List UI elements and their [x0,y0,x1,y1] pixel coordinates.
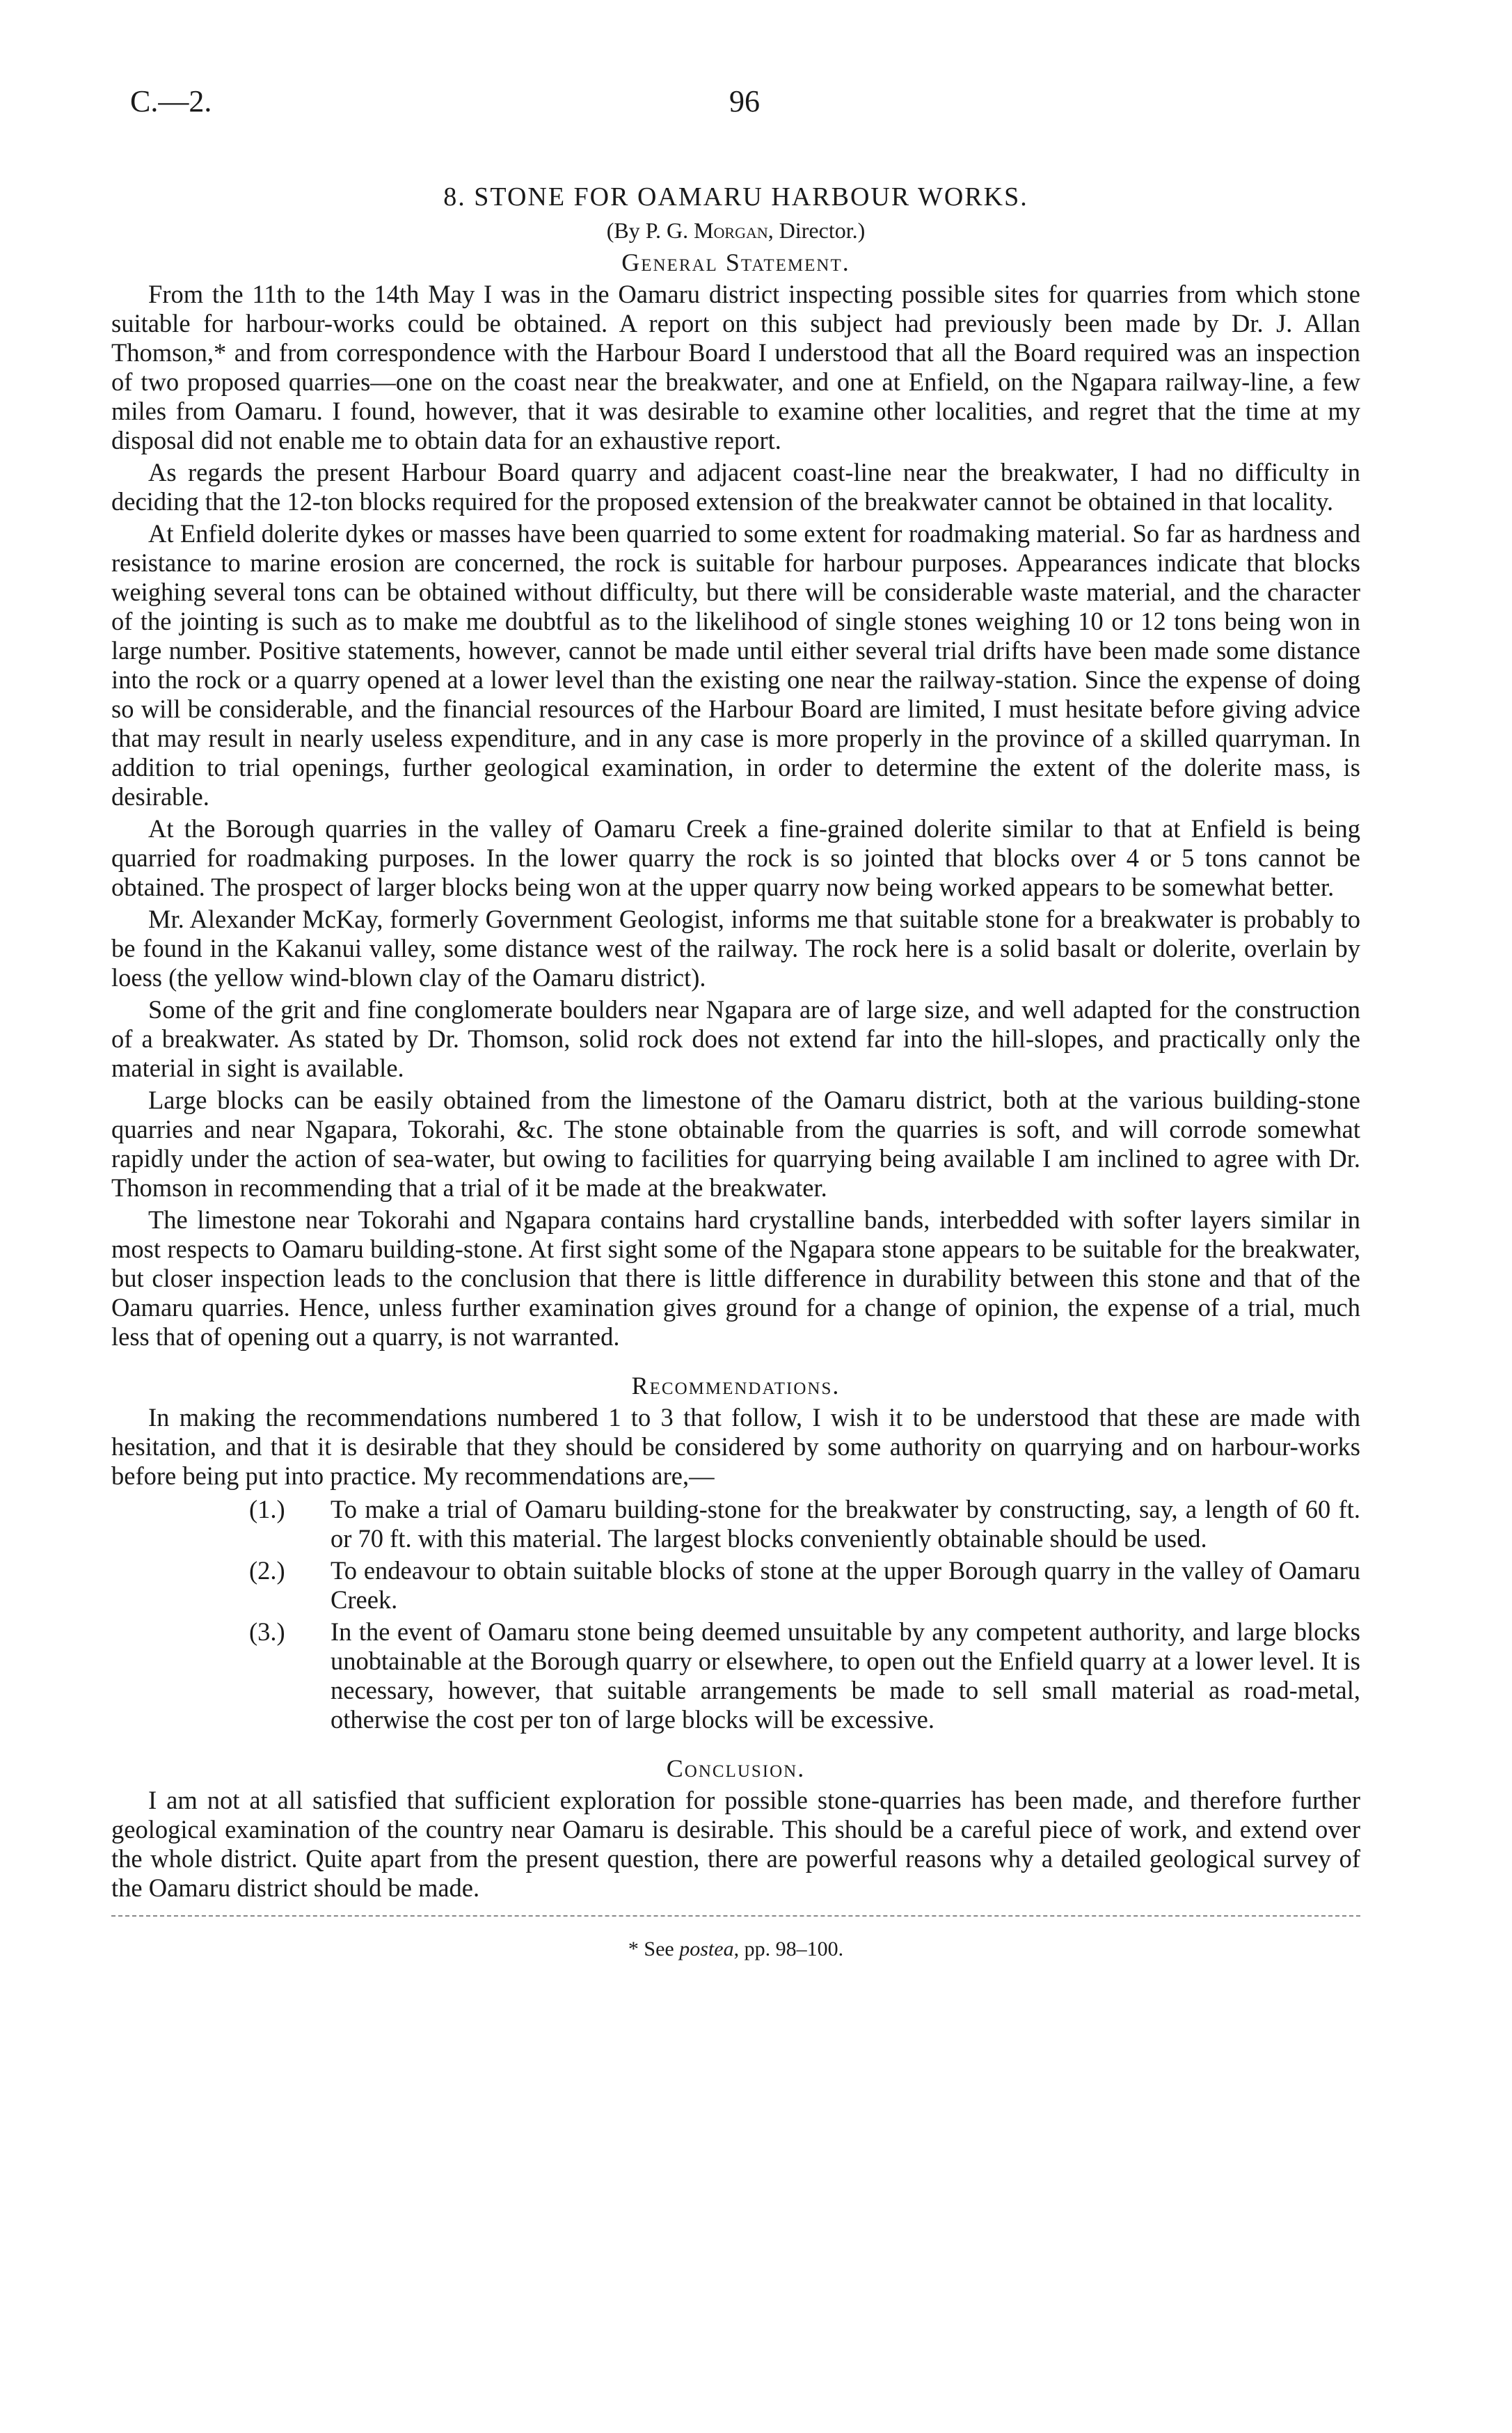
footnote-prefix: * See [628,1937,680,1960]
conclusion-paragraph: I am not at all satisfied that sufficient exploration for possible stone-quarries has been made, and therefore further geological examination of the country near Oamaru is desirable. This should be a careful piece of work, and extend over the whole district. Quite apart from the present question, there are powerful reasons why a detailed geological survey of the Oamaru district should be made. [111,1786,1360,1902]
byline-name: P. G. Morgan, [645,218,774,243]
paragraph: Large blocks can be easily obtained from the limestone of the Oamaru district, both at the various building-stone quarries and near Ngapara, Tokorahi, &c. The stone obtainable from the quarries is soft, and will corrode somewhat rapidly under the action of sea-water, but owing to facilities for quarrying being available I am inclined to agree with Dr. Thomson in recommending that a trial of it be made at the breakwater. [111,1086,1360,1202]
recommendation-item [111,1556,1360,1615]
paragraph: As regards the present Harbour Board quarry and adjacent coast-line near the breakwater, I had no difficulty in deciding that the 12-ton blocks required for the proposed extension of the breakwater cannot be obtained in that locality. [111,458,1360,516]
recommendation-text: In the event of Oamaru stone being deemed unsuitable by any competent authority, and large blocks unobtainable at the Borough quarry or elsewhere, to open out the Enfield quarry at a lower level. It is necessary, however, that suitable arrangements be made to sell small material as road-metal, otherwise the cost per ton of large blocks will be excessive. [331,1617,1360,1734]
recommendation-marker: (3.) [249,1617,285,1646]
byline [111,216,1360,245]
recommendation-marker: (1.) [249,1495,285,1523]
recommendations-intro: In making the recommendations numbered 1 to 3 that follow, I wish it to be understood that these are made with hesitation, and that it is desirable that they should be considered by some authority on quarrying and on harbour-works before being put into practice. My recommendations are,— [111,1403,1360,1490]
recommendation-marker: (2.) [249,1556,285,1585]
general-statement-heading: General Statement. [621,248,850,276]
paragraph: Some of the grit and fine conglomerate boulders near Ngapara are of large size, and well adapted for the construction of a breakwater. As stated by Dr. Thomson, solid rock does not extend far into the hill-slopes, and practically only the material in sight is available. [111,995,1360,1082]
recommendation-text: To make a trial of Oamaru building-stone for the breakwater by constructing, say, a length of 60 ft. or 70 ft. with this material. The largest blocks conveniently obtainable should be used. [331,1495,1360,1553]
conclusion-heading: Conclusion. [666,1754,806,1782]
article-body [111,182,1360,1964]
report-code: C.—2. [130,84,212,118]
article-title: 8. STONE FOR OAMARU HARBOUR WORKS. [443,182,1028,212]
footnote-suffix: , pp. 98–100. [733,1937,844,1960]
recommendation-item [111,1495,1360,1553]
byline-suffix: Director.) [773,218,866,243]
recommendation-text: To endeavour to obtain suitable blocks of stone at the upper Borough quarry in the valley of Oamaru Creek. [331,1556,1360,1614]
paragraph: At Enfield dolerite dykes or masses have been quarried to some extent for roadmaking material. So far as hardness and resistance to marine erosion are concerned, the rock is suitable for harbour purposes. Appearances indicate that blocks weighing several tons can be obtained without difficulty, but there will be considerable waste material, and the character of the jointing is such as to make me doubtful as to the likelihood of single stones weighing 10 or 12 tons being won in large number. Positive statements, however, cannot be made until either several trial drifts have been made some distance into the rock or a quarry opened at a lower level than the existing one near the railway-station. Since the expense of doing so will be considerable, and the financial resources of the Harbour Board are limited, I must hesitate before giving advice that may result in nearly useless expenditure, and in any case is more properly in the province of a skilled quarryman. In addition to trial openings, further geological examination, in order to determine the extent of the dolerite mass, is desirable. [111,519,1360,811]
paragraph: At the Borough quarries in the valley of Oamaru Creek a fine-grained dolerite similar to that at Enfield is being quarried for roadmaking purposes. In the lower quarry the rock is so jointed that blocks over 4 or 5 tons cannot be obtained. The prospect of larger blocks being won at the upper quarry now being worked appears to be somewhat better. [111,814,1360,901]
recommendation-item [111,1617,1360,1734]
page-number: 96 [729,84,760,118]
paragraph: From the 11th to the 14th May I was in the Oamaru district inspecting possible sites for quarries from which stone suitable for harbour-works could be obtained. A report on this subject had previously been made by Dr. J. Allan Thomson,* and from correspondence with the Harbour Board I understood that all the Board required was an inspection of two proposed quarries—one on the coast near the breakwater, and one at Enfield, on the Ngapara railway-line, a few miles from Oamaru. I found, however, that it was desirable to examine other localities, and regret that the time at my disposal did not enable me to obtain data for an exhaustive report. [111,280,1360,454]
footnote-divider [111,1915,1360,1917]
byline-prefix: (By [606,218,646,243]
footnote-italic: postea [679,1937,734,1960]
recommendations-heading: Recommendations. [631,1372,841,1400]
footnote [111,1935,1360,1964]
paragraph: Mr. Alexander McKay, formerly Government Geologist, informs me that suitable stone for a breakwater is probably to be found in the Kakanui valley, some distance west of the railway. The rock here is a solid basalt or dolerite, overlain by loess (the yellow wind-blown clay of the Oamaru district). [111,905,1360,992]
paragraph: The limestone near Tokorahi and Ngapara contains hard crystalline bands, interbedded with softer layers similar in most respects to Oamaru building-stone. At first sight some of the Ngapara stone appears to be suitable for the breakwater, but closer inspection leads to the conclusion that there is little difference in durability between this stone and that of the Oamaru quarries. Hence, unless further examination gives ground for a change of opinion, the expense of a trial, much less that of opening out a quarry, is not warranted. [111,1205,1360,1351]
recommendations-list [111,1495,1360,1734]
